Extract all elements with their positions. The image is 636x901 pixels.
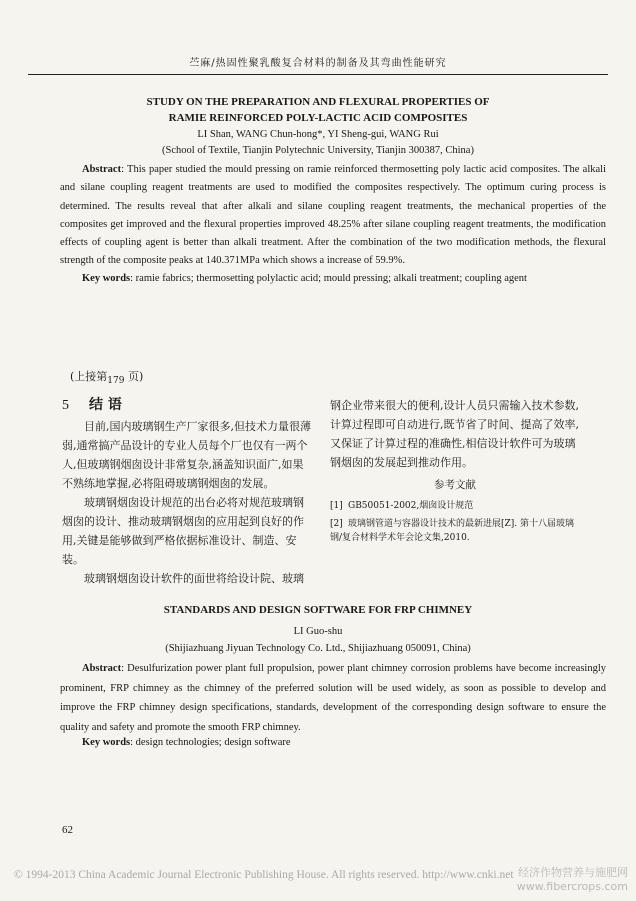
section5-left-column: [62, 396, 314, 588]
paper1-abstract: [60, 161, 606, 271]
watermark-line1: 经济作物营养与施肥网: [518, 866, 628, 879]
abstract-text: : This paper studied the mould pressing on ramie reinforced thermosetting poly lactic acid composites. The alkali and silane coupling reagent treatments are used to modified the composites respectively. The optimum curing process is determined. The results reveal that after alkali and silane coupling reagent treatments, the mechanical properties of the composites get improved and the flexural properties improved 48.25% after silane coupling reagent treatments, the modification effects of coupling agent is better than alkali treatment. After the combination of the two modification methods, the flexural strength of the composite peaks at 140.371MPa which shows a increase of 59.9%.: [60, 164, 606, 267]
paragraph-1: 目前,国内玻璃钢生产厂家很多,但技术力量很薄弱,通常搞产品设计的专业人员每个厂也仅有一两个人,但玻璃钢烟囱设计非常复杂,涵盖知识面广,如果不熟练地掌握,必将阻碍玻璃钢烟囱的发展。: [62, 420, 311, 490]
reference-number: [2]: [330, 519, 343, 529]
continued-prefix: (上接第: [70, 370, 108, 383]
paper2-author: LI Guo-shu: [293, 626, 343, 637]
paper1-title-line2: RAMIE REINFORCED POLY-LACTIC ACID COMPOSITES: [168, 112, 468, 124]
reference-item: [330, 499, 580, 513]
paper2-title: STANDARDS AND DESIGN SOFTWARE FOR FRP CHIMNEY: [163, 604, 473, 616]
reference-text: GB50051-2002,烟囱设计规范: [348, 501, 474, 511]
reference-text: 玻璃钢管道与容器设计技术的最新进展[Z]. 第十八届玻璃钢/复合材料学术年会论文集,2010.: [330, 519, 574, 543]
abstract-label: Abstract: [82, 663, 122, 674]
paper1-authors: LI Shan, WANG Chun-hong*, YI Sheng-gui, WANG Rui: [197, 129, 439, 140]
section5-right-column: [330, 396, 580, 545]
paragraph-3: 玻璃钢烟囱设计软件的面世将给设计院、玻璃: [84, 572, 304, 585]
paper1-keywords: [82, 273, 606, 284]
section-number: 5: [62, 398, 69, 413]
copyright-footer: © 1994-2013 China Academic Journal Electronic Publishing House. All rights reserved. http://www.cnki.net: [14, 869, 514, 881]
continued-note: [70, 368, 143, 386]
paper1-title-line1: STUDY ON THE PREPARATION AND FLEXURAL PROPERTIES OF: [146, 96, 490, 108]
references-title: 参考文献: [434, 479, 476, 491]
abstract-label: Abstract: [82, 164, 122, 175]
keywords-text: : ramie fabrics; thermosetting polylactic acid; mould pressing; alkali treatment; coupling agent: [130, 273, 527, 284]
paper1-title: [30, 94, 606, 126]
reference-number: [1]: [330, 501, 343, 511]
running-header: 苎麻/热固性聚乳酸复合材料的制备及其弯曲性能研究: [28, 54, 608, 75]
paper2-abstract: [60, 659, 606, 737]
continued-suffix: 页): [124, 370, 144, 383]
keywords-label: Key words: [82, 737, 131, 748]
abstract-text: : Desulfurization power plant full propulsion, power plant chimney corrosion problems have become increasingly prominent, FRP chimney as the chimney of the preferred solution will be used widely, as soon as possible to develop and improve the FRP chimney design specifications, standards, development of the corresponding design software to ensure the quality and safety and promote the smooth FRP chimney.: [60, 663, 606, 733]
page-number: 62: [62, 824, 73, 836]
section-title: 结 语: [89, 397, 122, 413]
section-heading: [62, 396, 314, 415]
keywords-label: Key words: [82, 273, 131, 284]
paper1-affiliation: (School of Textile, Tianjin Polytechnic University, Tianjin 300387, China): [162, 145, 474, 156]
watermark-line2: www.fibercrops.com: [516, 880, 628, 893]
paragraph-2: 玻璃钢烟囱设计规范的出台必将对规范玻璃钢烟囱的设计、推动玻璃钢烟囱的应用起到良好的作用,关键是能够做到严格依据标准设计、制造、安装。: [62, 496, 304, 566]
paper2-keywords: [82, 737, 606, 748]
keywords-text: : design technologies; design software: [130, 737, 291, 748]
continued-page: 179: [107, 376, 125, 387]
reference-item: [330, 517, 580, 545]
watermark: [517, 866, 628, 894]
paragraph-3-continued: 钢企业带来很大的便利,设计人员只需输入技术参数,计算过程即可自动进行,既节省了时间、提高了效率,又保证了计算过程的准确性,相信设计软件可为玻璃钢烟囱的发展起到推动作用。: [330, 399, 579, 469]
paper2-affiliation: (Shijiazhuang Jiyuan Technology Co. Ltd., Shijiazhuang 050091, China): [165, 643, 471, 654]
